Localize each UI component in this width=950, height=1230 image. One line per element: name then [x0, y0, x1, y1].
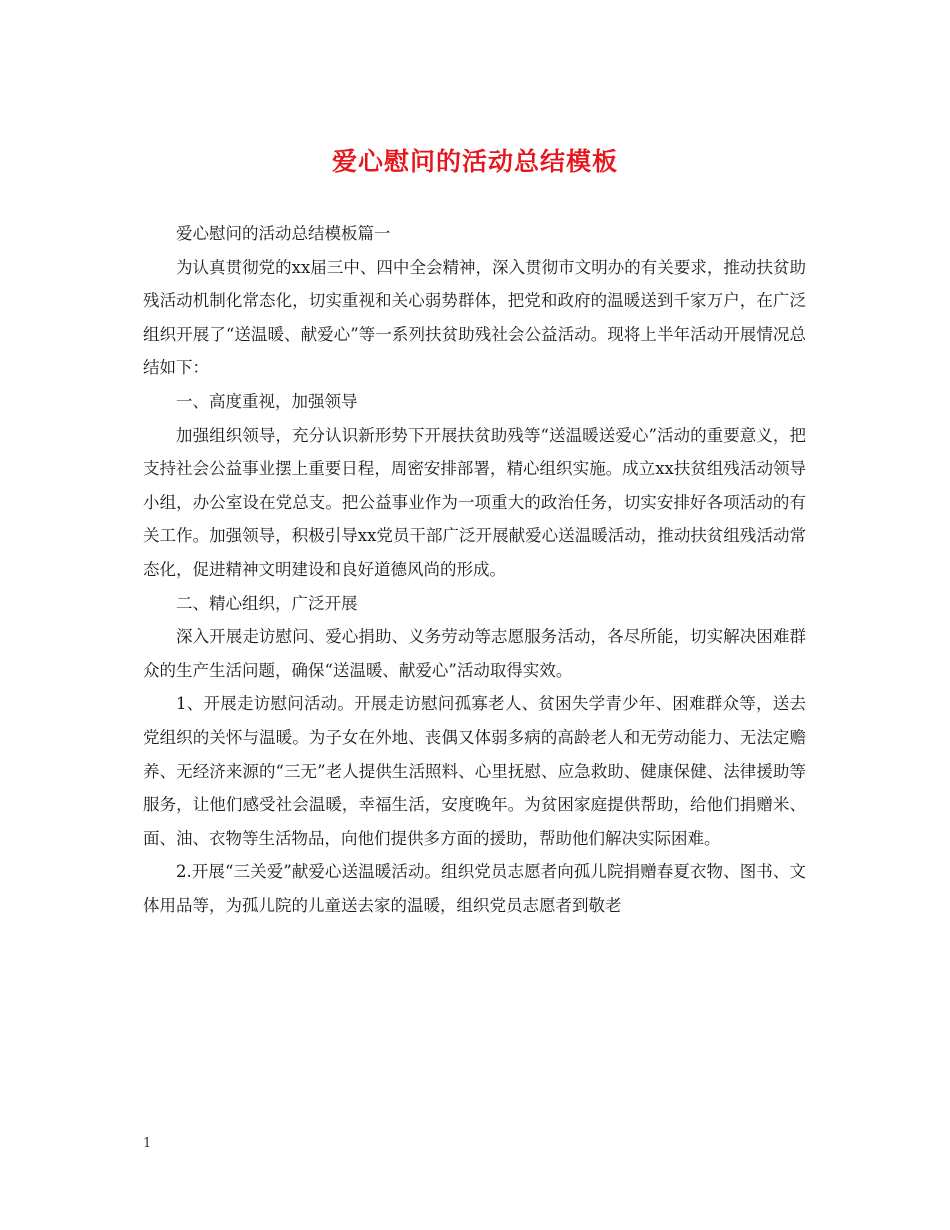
body-paragraph: 深入开展走访慰问、爱心捐助、义务劳动等志愿服务活动，各尽所能，切实解决困难群众的生产生活问题，确保“送温暖、献爱心”活动取得实效。 — [143, 627, 806, 680]
body-paragraph: 1、开展走访慰问活动。开展走访慰问孤寡老人、贫困失学青少年、困难群众等，送去党组织的关怀与温暖。为子女在外地、丧偶又体弱多病的高龄老人和无劳动能力、无法定赡养、无经济来源的“三无”老人提供生活照料、心里抚慰、应急救助、健康保健、法律援助等服务，让他们感受社会温暖，幸福生活，安度晚年。为贫困家庭提供帮助，给他们捐赠米、面、油、衣物等生活物品，向他们提供多方面的援助，帮助他们解决实际困难。 — [143, 694, 806, 848]
body-paragraph: 2.开展“三关爱”献爱心送温暖活动。组织党员志愿者向孤儿院捐赠春夏衣物、图书、文体用品等，为孤儿院的儿童送去家的温暖，组织党员志愿者到敬老 — [143, 862, 806, 915]
body-paragraph: 加强组织领导，充分认识新形势下开展扶贫助残等“送温暖送爱心”活动的重要意义，把支持社会公益事业摆上重要日程，周密安排部署，精心组织实施。成立xx扶贫组残活动领导小组，办公室设在党总支。把公益事业作为一项重大的政治任务，切实安排好各项活动的有关工作。加强领导，积极引导xx党员干部广泛开展献爱心送温暖活动，推动扶贫组残活动常态化，促进精神文明建设和良好道德风尚的形成。 — [143, 425, 806, 579]
body-paragraph: 为认真贯彻党的xx届三中、四中全会精神，深入贯彻市文明办的有关要求，推动扶贫助残活动机制化常态化，切实重视和关心弱势群体，把党和政府的温暖送到千家万户，在广泛组织开展了“送温暖、献爱心”等一系列扶贫助残社会公益活动。现将上半年活动开展情况总结如下： — [143, 257, 806, 378]
section-heading: 二、精心组织，广泛开展 — [176, 593, 358, 613]
document-body — [143, 217, 806, 922]
document-title: 爱心慰问的活动总结模板 — [331, 147, 618, 176]
section-heading: 一、高度重视，加强领导 — [176, 391, 358, 411]
section-heading: 爱心慰问的活动总结模板篇一 — [176, 224, 391, 243]
page-number: 1 — [143, 1136, 152, 1151]
